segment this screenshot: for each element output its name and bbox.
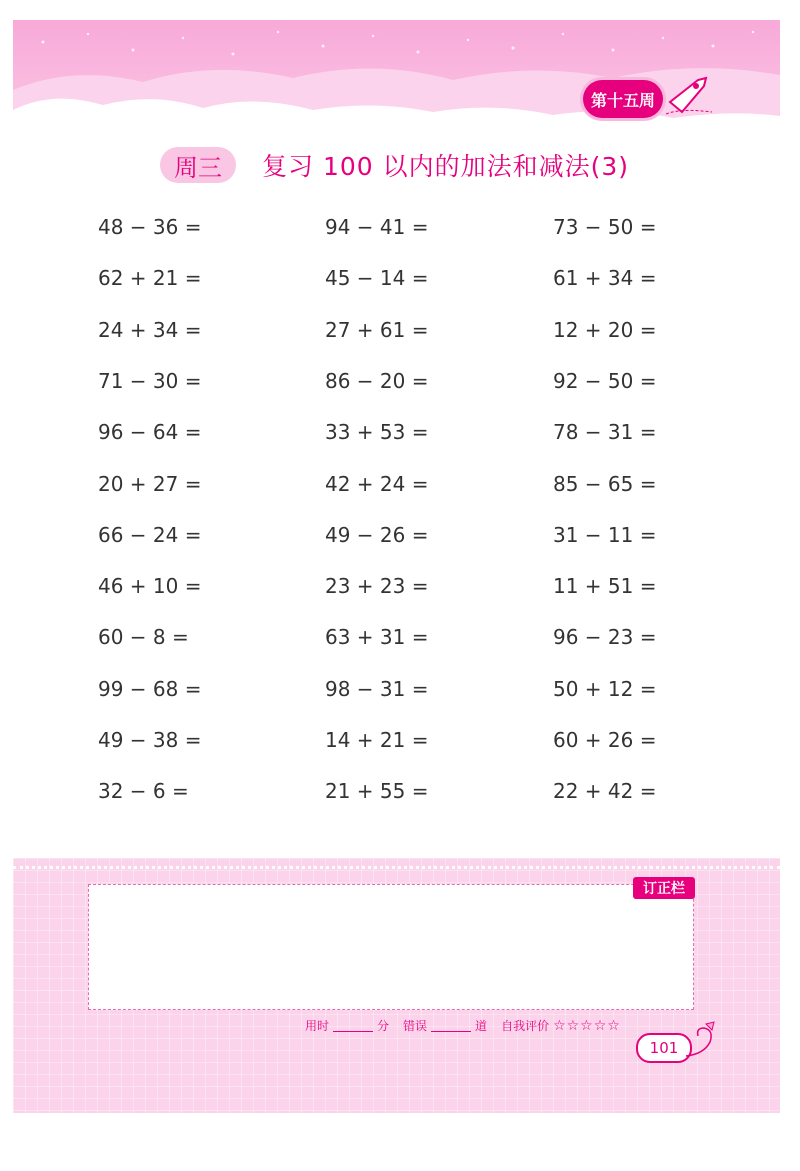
problem-item: 49 − 26 =: [325, 522, 429, 547]
problem-item: 14 + 21 =: [325, 728, 429, 752]
problem-item: 11 + 51 =: [553, 574, 657, 599]
problem-item: 22 + 42 =: [553, 779, 657, 804]
errors-label: 错误: [403, 1019, 428, 1033]
problem-item: 23 + 23 =: [325, 574, 429, 599]
time-blank[interactable]: [333, 1019, 373, 1032]
problem-item: 63 + 31 =: [325, 625, 429, 650]
title-row: [160, 145, 680, 185]
problem-item: 60 − 8 =: [98, 625, 189, 650]
problem-item: 45 − 14 =: [325, 266, 429, 291]
problem-item: 78 − 31 =: [553, 420, 657, 445]
problem-item: 49 − 38 =: [98, 728, 202, 752]
week-badge: 第十五周: [583, 80, 663, 118]
rating-stars[interactable]: ☆☆☆☆☆: [553, 1017, 621, 1034]
self-eval-label: 自我评价: [501, 1019, 550, 1033]
errors-unit: 道: [475, 1019, 488, 1033]
problem-item: 24 + 34 =: [98, 317, 202, 342]
problem-item: 98 − 31 =: [325, 676, 429, 701]
problem-item: 60 + 26 =: [553, 728, 657, 752]
problem-item: 31 − 11 =: [553, 522, 657, 547]
problem-item: 50 + 12 =: [553, 676, 657, 701]
problem-item: 85 − 65 =: [553, 471, 657, 496]
problem-item: 92 − 50 =: [553, 368, 657, 393]
problem-item: 27 + 61 =: [325, 317, 429, 342]
time-label: 用时: [305, 1019, 330, 1033]
problem-item: 62 + 21 =: [98, 266, 202, 291]
problem-item: 20 + 27 =: [98, 471, 202, 496]
problem-item: 48 − 36 =: [98, 215, 202, 239]
problem-item: 12 + 20 =: [553, 317, 657, 342]
problem-item: 66 − 24 =: [98, 522, 202, 547]
dotted-divider: [13, 866, 780, 875]
problem-item: 32 − 6 =: [98, 779, 189, 804]
problem-item: 73 − 50 =: [553, 215, 657, 239]
problem-item: 94 − 41 =: [325, 215, 429, 239]
problem-item: 33 + 53 =: [325, 420, 429, 445]
problem-item: 71 − 30 =: [98, 368, 202, 393]
correction-label: 订正栏: [633, 877, 695, 899]
problem-item: 86 − 20 =: [325, 368, 429, 393]
swirl-icon: [684, 1020, 720, 1060]
page-title: 复习 100 以内的加法和减法(3): [262, 152, 630, 181]
minutes-unit: 分: [377, 1019, 390, 1033]
stats-row: [305, 1017, 621, 1034]
rocket-icon: [660, 72, 716, 116]
problem-item: 96 − 23 =: [553, 625, 657, 650]
day-chip: 周三: [160, 147, 236, 183]
problem-item: 21 + 55 =: [325, 779, 429, 804]
problem-item: 99 − 68 =: [98, 676, 202, 701]
page-number: 101: [636, 1033, 692, 1063]
correction-area[interactable]: [88, 884, 694, 1010]
problem-item: 96 − 64 =: [98, 420, 202, 445]
errors-blank[interactable]: [431, 1019, 471, 1032]
problem-item: 42 + 24 =: [325, 471, 429, 496]
problem-item: 46 + 10 =: [98, 574, 202, 599]
problem-item: 61 + 34 =: [553, 266, 657, 291]
